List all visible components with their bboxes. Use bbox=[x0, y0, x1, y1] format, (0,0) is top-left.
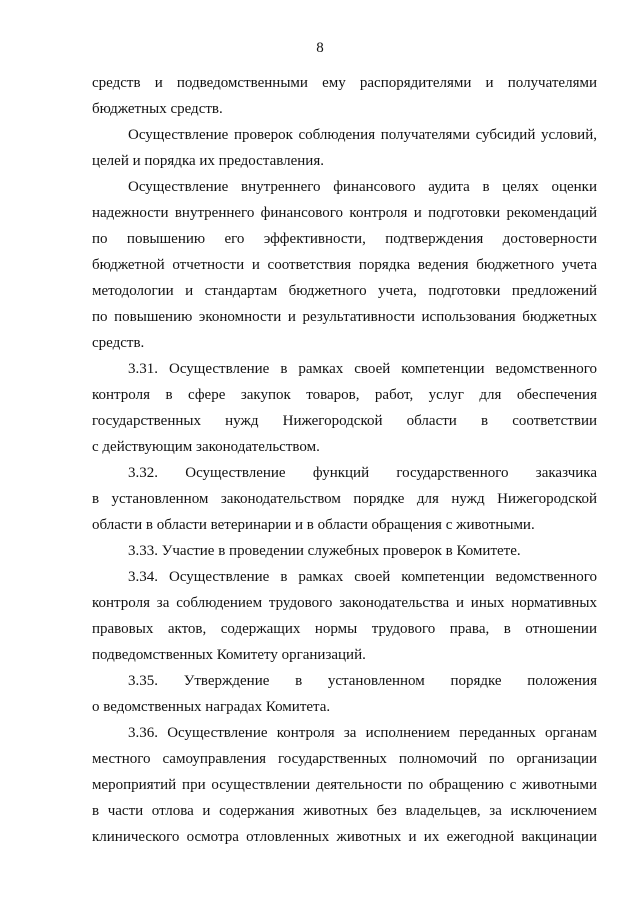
text-line: местного самоуправления государственных полномочий по организации bbox=[92, 751, 597, 767]
text-line: бюджетных средств. bbox=[92, 101, 223, 117]
text-line: Осуществление внутреннего финансового аудита в целях оценки bbox=[128, 179, 597, 195]
text-line: подведомственных Комитету организаций. bbox=[92, 647, 366, 663]
text-line: в части отлова и содержания животных без владельцев, за исключением bbox=[92, 803, 597, 819]
text-line: контроля за соблюдением трудового законодательства и иных нормативных bbox=[92, 595, 597, 611]
text-line: о ведомственных наградах Комитета. bbox=[92, 699, 331, 715]
text-line: Осуществление проверок соблюдения получателями субсидий условий, bbox=[128, 127, 597, 143]
text-line: в установленном законодательством порядке для нужд Нижегородской bbox=[92, 491, 597, 507]
text-line: по повышению его эффективности, подтверждения достоверности bbox=[92, 231, 597, 247]
text-line: контроля в сфере закупок товаров, работ, услуг для обеспечения bbox=[92, 387, 597, 403]
text-line: средств. bbox=[92, 335, 145, 351]
text-line: по повышению экономности и результативности использования бюджетных bbox=[92, 309, 597, 325]
text-line: бюджетной отчетности и соответствия порядка ведения бюджетного учета bbox=[92, 257, 597, 273]
text-line: 3.36. Осуществление контроля за исполнением переданных органам bbox=[128, 725, 597, 741]
text-line: области в области ветеринарии и в области обращения с животными. bbox=[92, 517, 535, 533]
page-number: 8 bbox=[316, 40, 324, 56]
text-line: 3.33. Участие в проведении служебных проверок в Комитете. bbox=[128, 543, 521, 559]
text-line: мероприятий при осуществлении деятельности по обращению с животными bbox=[92, 777, 597, 793]
text-line: методологии и стандартам бюджетного учета, подготовки предложений bbox=[92, 283, 597, 299]
text-line: 3.34. Осуществление в рамках своей компетенции ведомственного bbox=[128, 569, 597, 585]
text-line: 3.31. Осуществление в рамках своей компетенции ведомственного bbox=[128, 361, 597, 377]
text-line: с действующим законодательством. bbox=[92, 439, 320, 455]
text-line: целей и порядка их предоставления. bbox=[92, 153, 324, 169]
text-line: надежности внутреннего финансового контроля и подготовки рекомендаций bbox=[92, 205, 597, 221]
text-line: 3.32. Осуществление функций государственного заказчика bbox=[128, 465, 597, 481]
text-line: средств и подведомственными ему распорядителями и получателями bbox=[92, 75, 597, 91]
text-line: 3.35. Утверждение в установленном порядке положения bbox=[128, 673, 597, 689]
text-line: правовых актов, содержащих нормы трудового права, в отношении bbox=[92, 621, 597, 637]
text-line: государственных нужд Нижегородской области в соответствии bbox=[92, 413, 597, 429]
text-line: клинического осмотра отловленных животных и их ежегодной вакцинации bbox=[92, 829, 597, 845]
